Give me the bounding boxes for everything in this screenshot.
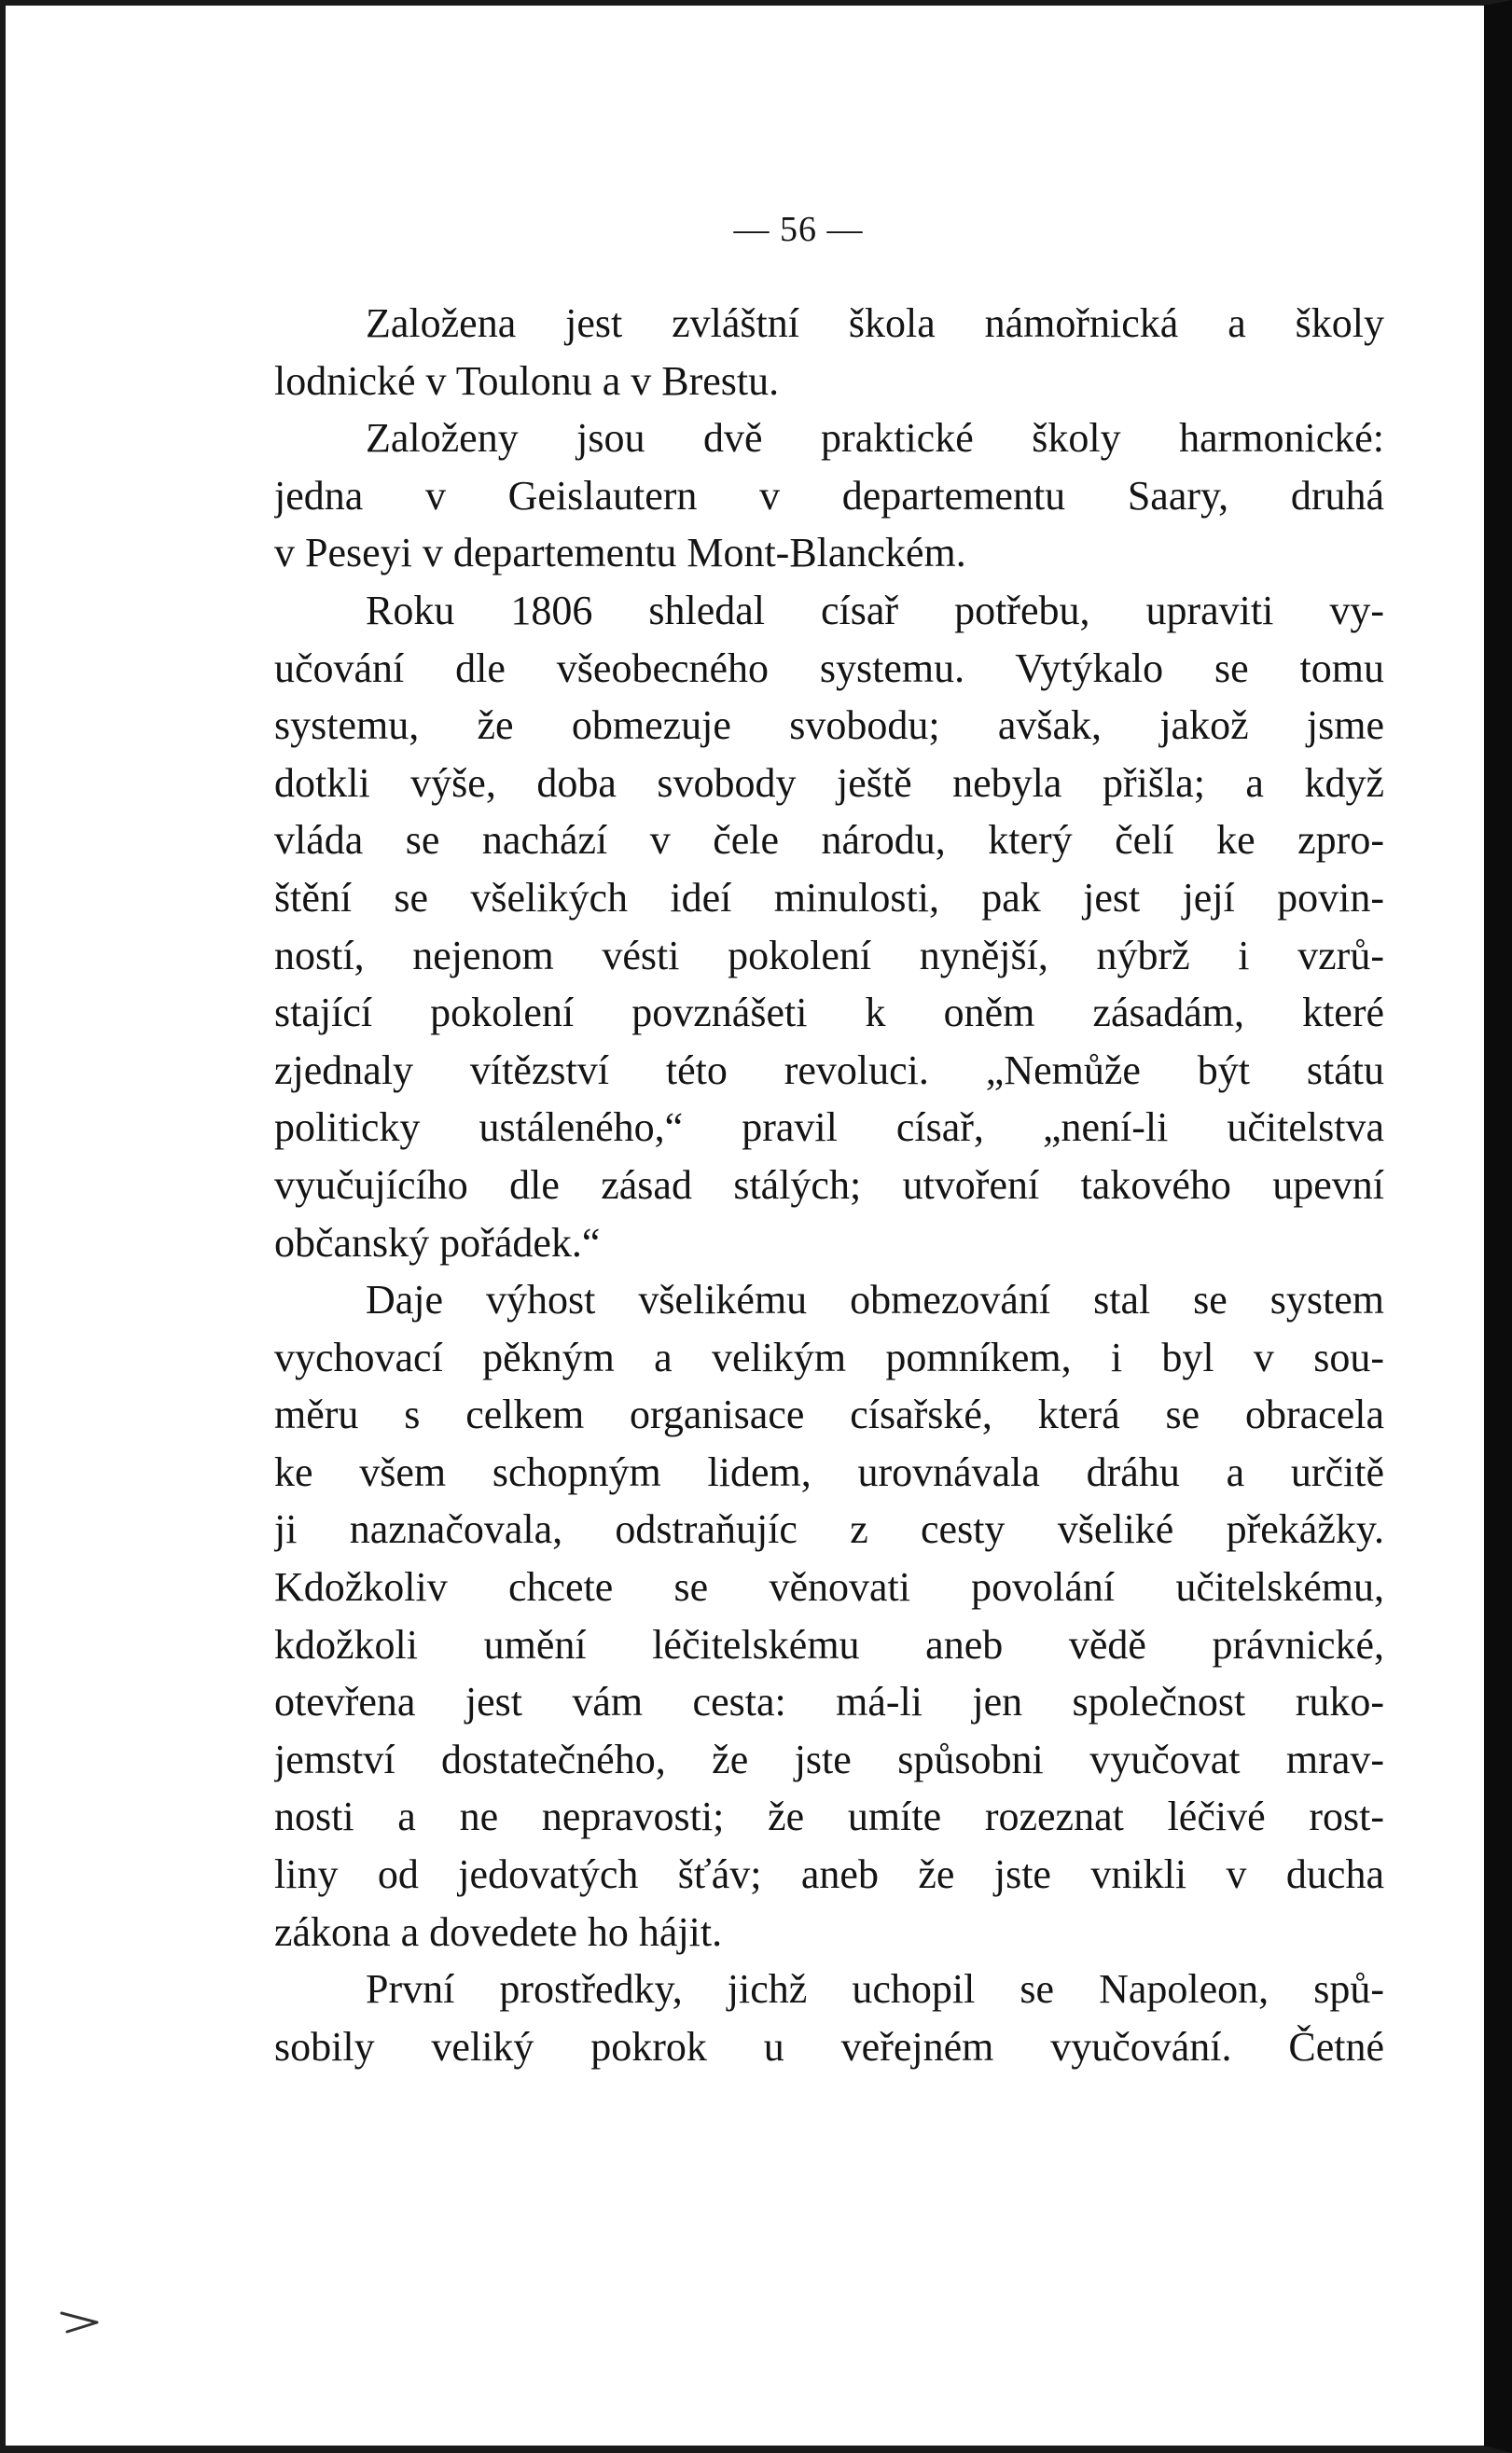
text-line: měru s celkem organisace císařské, která se obracela	[274, 1392, 1384, 1438]
text-line: vláda se nachází v čele národu, který čelí ke zpro-	[274, 817, 1384, 864]
text-line: zákona a dovedete ho hájit.	[274, 1908, 723, 1955]
text-line: sobily veliký pokrok u veřejném vyučování. Četné	[274, 2023, 1384, 2070]
text-line: nosti a ne nepravosti; že umíte rozeznat léčivé rost-	[274, 1794, 1384, 1840]
page-number: — 56 —	[733, 210, 864, 249]
text-line: Založeny jsou dvě praktické školy harmonické:	[366, 415, 1384, 462]
text-line: Založena jest zvláštní škola námořnická a školy	[366, 300, 1384, 346]
text-line: učování dle všeobecného systemu. Vytýkalo se tomu	[274, 644, 1384, 691]
text-line: občanský pořádek.“	[274, 1219, 601, 1266]
text-line: dotkli výše, doba svobody ještě nebyla přišla; a když	[274, 759, 1384, 806]
margin-scribble-icon	[60, 2309, 106, 2335]
text-line: stající pokolení povznášeti k oněm zásadám, které	[274, 990, 1384, 1036]
text-line: politicky ustáleného,“ pravil císař, „není-li učitelstva	[274, 1104, 1384, 1151]
text-line: jemství dostatečného, že jste spůsobni vyučovat mrav-	[274, 1736, 1384, 1782]
text-line: Daje výhost všelikému obmezování stal se system	[366, 1277, 1384, 1324]
text-line: zjednaly vítězství této revoluci. „Nemůže být státu	[274, 1046, 1384, 1093]
text-line: vyučujícího dle zásad stálých; utvoření takového upevní	[274, 1161, 1384, 1208]
text-line: štění se všelikých ideí minulosti, pak jest její povin-	[274, 874, 1384, 921]
text-line: lodnické v Toulonu a v Brestu.	[274, 357, 780, 404]
text-line: jedna v Geislautern v departementu Saary, druhá	[274, 472, 1384, 519]
text-line: ke všem schopným lidem, urovnávala dráhu a určitě	[274, 1448, 1384, 1495]
text-line: ností, nejenom vésti pokolení nynější, nýbrž i vzrů-	[274, 932, 1384, 978]
text-line: První prostředky, jichž uchopil se Napoleon, spů-	[366, 1966, 1384, 2013]
text-line: Roku 1806 shledal císař potřebu, upraviti vy-	[366, 587, 1384, 633]
text-line: Kdožkoliv chcete se věnovati povolání učitelskému,	[274, 1564, 1384, 1611]
text-line: vychovací pěkným a velikým pomníkem, i byl v sou-	[274, 1334, 1384, 1380]
text-line: v Peseyi v departementu Mont-Blanckém.	[274, 530, 966, 576]
text-line: kdožkoli umění léčitelskému aneb vědě právnické,	[274, 1621, 1384, 1668]
body-text	[274, 295, 1384, 2075]
text-line: systemu, že obmezuje svobodu; avšak, jakož jsme	[274, 702, 1384, 749]
text-line: otevřena jest vám cesta: má-li jen společnost ruko-	[274, 1679, 1384, 1725]
text-line: ji naznačovala, odstraňujíc z cesty všeliké překážky.	[274, 1506, 1384, 1553]
text-line: liny od jedovatých šťáv; aneb že jste vnikli v ducha	[274, 1851, 1384, 1898]
